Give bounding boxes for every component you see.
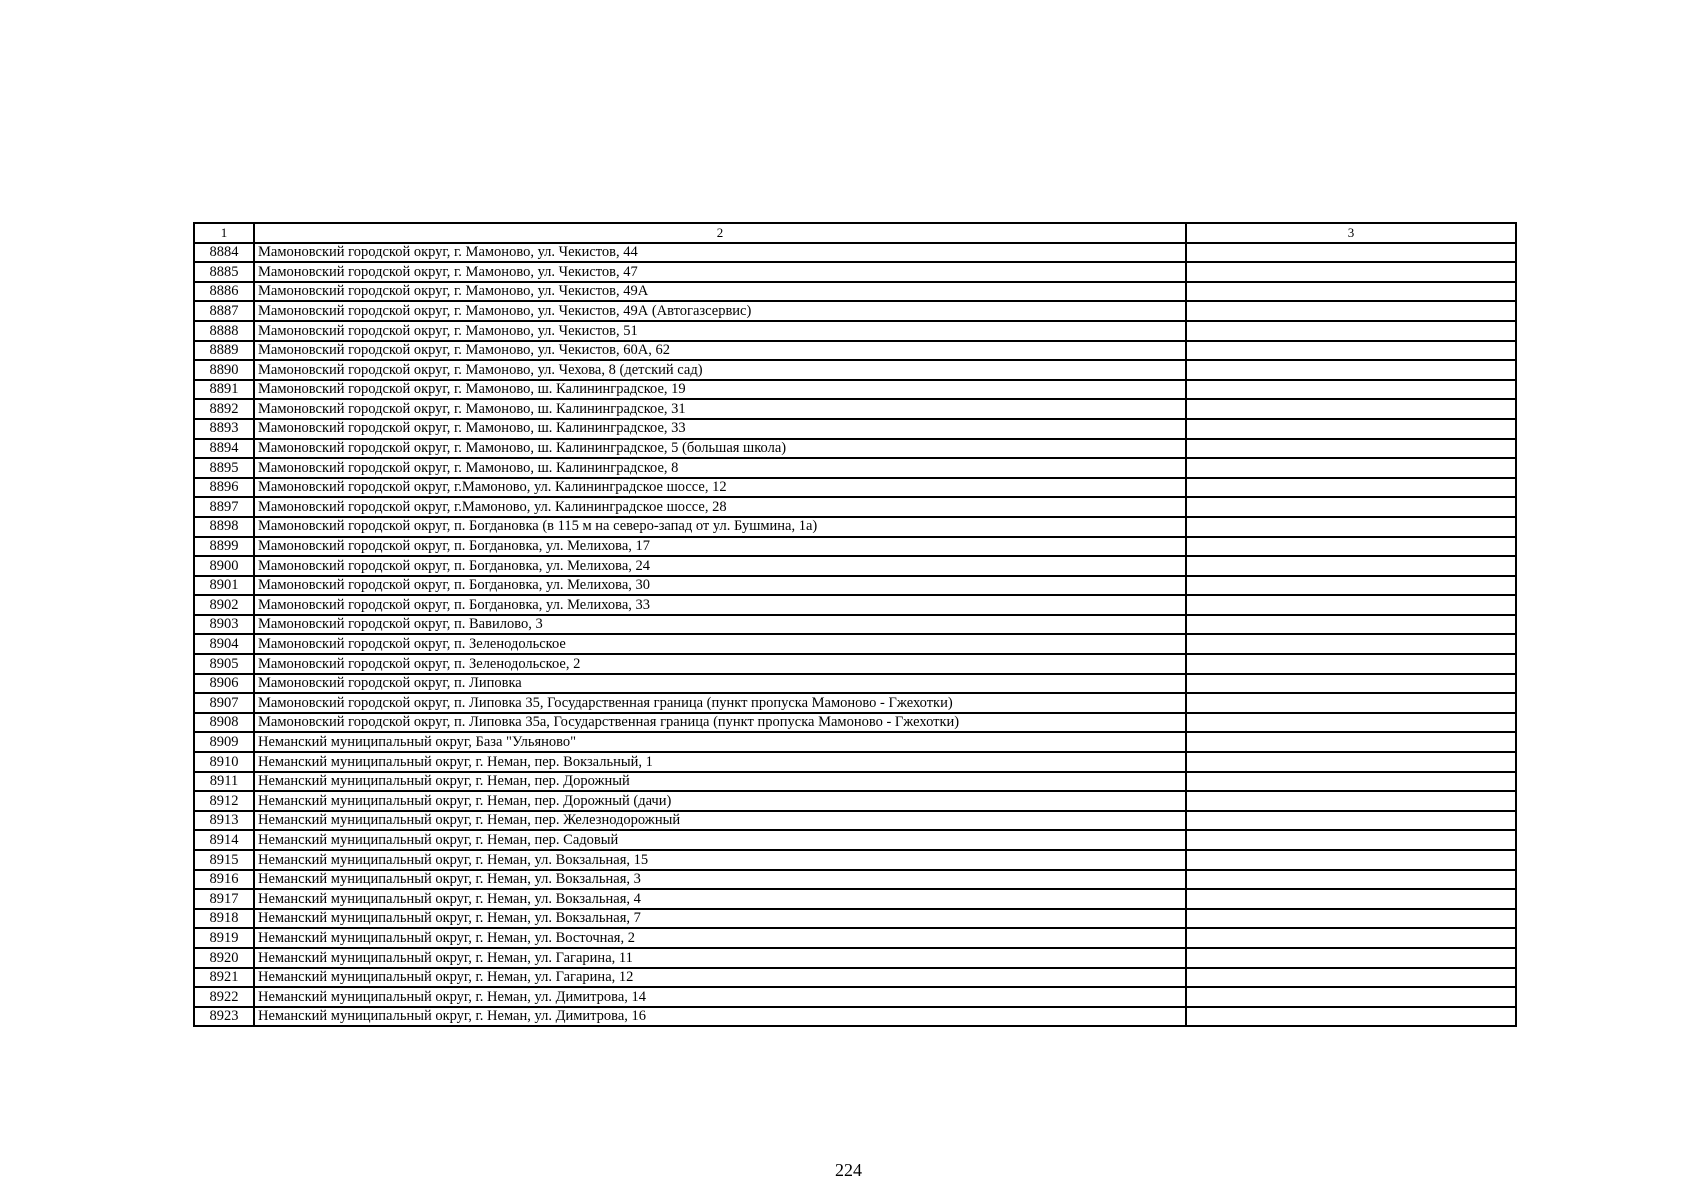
table-row: [194, 830, 1516, 850]
address-cell: Неманский муниципальный округ, г. Неман, ул. Гагарина, 11: [254, 948, 1186, 968]
table-row: [194, 811, 1516, 831]
table-row: [194, 262, 1516, 282]
column-3-cell: [1186, 850, 1516, 870]
row-number-cell: 8886: [194, 282, 254, 302]
table-row: [194, 595, 1516, 615]
column-3-cell: [1186, 517, 1516, 537]
column-3-cell: [1186, 870, 1516, 890]
column-3-cell: [1186, 360, 1516, 380]
column-3-cell: [1186, 419, 1516, 439]
address-cell: Неманский муниципальный округ, г. Неман, ул. Димитрова, 14: [254, 987, 1186, 1007]
row-number-cell: 8891: [194, 380, 254, 400]
row-number-cell: 8919: [194, 928, 254, 948]
address-cell: Мамоновский городской округ, г. Мамоново, ул. Чекистов, 49А: [254, 282, 1186, 302]
table-body: [194, 243, 1516, 1027]
column-3-cell: [1186, 674, 1516, 694]
address-table: [193, 222, 1517, 1027]
column-3-cell: [1186, 732, 1516, 752]
column-3-cell: [1186, 811, 1516, 831]
row-number-cell: 8901: [194, 576, 254, 596]
table-row: [194, 948, 1516, 968]
address-cell: Неманский муниципальный округ, г. Неман, ул. Вокзальная, 15: [254, 850, 1186, 870]
address-cell: Мамоновский городской округ, г. Мамоново, ш. Калининградское, 31: [254, 399, 1186, 419]
address-cell: Неманский муниципальный округ, База "Ульяново": [254, 732, 1186, 752]
address-cell: Мамоновский городской округ, п. Зеленодольское, 2: [254, 654, 1186, 674]
table-row: [194, 1007, 1516, 1027]
column-3-cell: [1186, 772, 1516, 792]
address-cell: Неманский муниципальный округ, г. Неман, пер. Дорожный: [254, 772, 1186, 792]
column-3-cell: [1186, 595, 1516, 615]
column-3-cell: [1186, 478, 1516, 498]
column-3-cell: [1186, 752, 1516, 772]
table-row: [194, 282, 1516, 302]
header-cell-1: 1: [194, 223, 254, 243]
address-cell: Мамоновский городской округ, п. Богдановка, ул. Мелихова, 17: [254, 537, 1186, 557]
address-cell: Неманский муниципальный округ, г. Неман, пер. Железнодорожный: [254, 811, 1186, 831]
table-row: [194, 380, 1516, 400]
table-row: [194, 889, 1516, 909]
table-row: [194, 399, 1516, 419]
address-cell: Мамоновский городской округ, п. Липовка: [254, 674, 1186, 694]
address-cell: Мамоновский городской округ, п. Богдановка, ул. Мелихова, 33: [254, 595, 1186, 615]
row-number-cell: 8915: [194, 850, 254, 870]
table-row: [194, 752, 1516, 772]
column-3-cell: [1186, 262, 1516, 282]
row-number-cell: 8903: [194, 615, 254, 635]
column-3-cell: [1186, 713, 1516, 733]
column-3-cell: [1186, 576, 1516, 596]
column-3-cell: [1186, 830, 1516, 850]
row-number-cell: 8913: [194, 811, 254, 831]
table-row: [194, 576, 1516, 596]
table-row: [194, 458, 1516, 478]
table-row: [194, 497, 1516, 517]
column-3-cell: [1186, 556, 1516, 576]
row-number-cell: 8921: [194, 968, 254, 988]
table-row: [194, 556, 1516, 576]
address-cell: Мамоновский городской округ, п. Богдановка (в 115 м на северо-запад от ул. Бушмина, 1а): [254, 517, 1186, 537]
table-row: [194, 654, 1516, 674]
address-cell: Мамоновский городской округ, г. Мамоново, ш. Калининградское, 8: [254, 458, 1186, 478]
address-cell: Мамоновский городской округ, г. Мамоново, ул. Чекистов, 47: [254, 262, 1186, 282]
address-cell: Мамоновский городской округ, г. Мамоново, ш. Калининградское, 19: [254, 380, 1186, 400]
table-row: [194, 987, 1516, 1007]
table-row: [194, 791, 1516, 811]
column-3-cell: [1186, 654, 1516, 674]
row-number-cell: 8922: [194, 987, 254, 1007]
column-3-cell: [1186, 321, 1516, 341]
row-number-cell: 8902: [194, 595, 254, 615]
row-number-cell: 8923: [194, 1007, 254, 1027]
table-row: [194, 419, 1516, 439]
table-row: [194, 321, 1516, 341]
row-number-cell: 8914: [194, 830, 254, 850]
row-number-cell: 8884: [194, 243, 254, 263]
address-cell: Мамоновский городской округ, п. Зеленодольское: [254, 634, 1186, 654]
header-cell-2: 2: [254, 223, 1186, 243]
row-number-cell: 8888: [194, 321, 254, 341]
table-row: [194, 693, 1516, 713]
table-row: [194, 850, 1516, 870]
header-row: [194, 223, 1516, 243]
address-cell: Мамоновский городской округ, п. Липовка 35а, Государственная граница (пункт пропуска Мамоново - Гжехотки): [254, 713, 1186, 733]
address-cell: Мамоновский городской округ, г. Мамоново, ул. Чехова, 8 (детский сад): [254, 360, 1186, 380]
table-row: [194, 909, 1516, 929]
row-number-cell: 8917: [194, 889, 254, 909]
row-number-cell: 8896: [194, 478, 254, 498]
column-3-cell: [1186, 987, 1516, 1007]
table-row: [194, 713, 1516, 733]
table-row: [194, 732, 1516, 752]
column-3-cell: [1186, 341, 1516, 361]
address-cell: Неманский муниципальный округ, г. Неман, пер. Садовый: [254, 830, 1186, 850]
column-3-cell: [1186, 458, 1516, 478]
column-3-cell: [1186, 791, 1516, 811]
row-number-cell: 8904: [194, 634, 254, 654]
address-cell: Мамоновский городской округ, п. Вавилово, 3: [254, 615, 1186, 635]
column-3-cell: [1186, 889, 1516, 909]
column-3-cell: [1186, 497, 1516, 517]
row-number-cell: 8887: [194, 301, 254, 321]
column-3-cell: [1186, 301, 1516, 321]
row-number-cell: 8911: [194, 772, 254, 792]
table-row: [194, 968, 1516, 988]
column-3-cell: [1186, 537, 1516, 557]
table-row: [194, 634, 1516, 654]
row-number-cell: 8890: [194, 360, 254, 380]
table-row: [194, 928, 1516, 948]
table-row: [194, 537, 1516, 557]
table-row: [194, 478, 1516, 498]
address-cell: Мамоновский городской округ, г.Мамоново, ул. Калининградское шоссе, 12: [254, 478, 1186, 498]
table-row: [194, 772, 1516, 792]
address-cell: Мамоновский городской округ, п. Богдановка, ул. Мелихова, 30: [254, 576, 1186, 596]
row-number-cell: 8897: [194, 497, 254, 517]
column-3-cell: [1186, 693, 1516, 713]
address-cell: Мамоновский городской округ, г. Мамоново, ул. Чекистов, 60А, 62: [254, 341, 1186, 361]
row-number-cell: 8910: [194, 752, 254, 772]
column-3-cell: [1186, 1007, 1516, 1027]
address-cell: Неманский муниципальный округ, г. Неман, пер. Дорожный (дачи): [254, 791, 1186, 811]
address-cell: Неманский муниципальный округ, г. Неман, ул. Вокзальная, 4: [254, 889, 1186, 909]
address-cell: Мамоновский городской округ, г. Мамоново, ул. Чекистов, 49А (Автогазсервис): [254, 301, 1186, 321]
address-cell: Мамоновский городской округ, г. Мамоново, ул. Чекистов, 51: [254, 321, 1186, 341]
row-number-cell: 8907: [194, 693, 254, 713]
row-number-cell: 8908: [194, 713, 254, 733]
column-3-cell: [1186, 634, 1516, 654]
row-number-cell: 8916: [194, 870, 254, 890]
table-row: [194, 360, 1516, 380]
row-number-cell: 8898: [194, 517, 254, 537]
row-number-cell: 8894: [194, 439, 254, 459]
column-3-cell: [1186, 968, 1516, 988]
column-3-cell: [1186, 909, 1516, 929]
row-number-cell: 8895: [194, 458, 254, 478]
table-row: [194, 870, 1516, 890]
row-number-cell: 8918: [194, 909, 254, 929]
table-row: [194, 674, 1516, 694]
column-3-cell: [1186, 243, 1516, 263]
address-cell: Мамоновский городской округ, г. Мамоново, ш. Калининградское, 5 (большая школа): [254, 439, 1186, 459]
row-number-cell: 8905: [194, 654, 254, 674]
address-cell: Неманский муниципальный округ, г. Неман, ул. Вокзальная, 7: [254, 909, 1186, 929]
address-cell: Неманский муниципальный округ, г. Неман, ул. Димитрова, 16: [254, 1007, 1186, 1027]
table-row: [194, 301, 1516, 321]
column-3-cell: [1186, 282, 1516, 302]
row-number-cell: 8892: [194, 399, 254, 419]
row-number-cell: 8909: [194, 732, 254, 752]
row-number-cell: 8900: [194, 556, 254, 576]
column-3-cell: [1186, 399, 1516, 419]
address-cell: Неманский муниципальный округ, г. Неман, ул. Восточная, 2: [254, 928, 1186, 948]
address-cell: Неманский муниципальный округ, г. Неман, ул. Вокзальная, 3: [254, 870, 1186, 890]
table-row: [194, 243, 1516, 263]
column-3-cell: [1186, 380, 1516, 400]
row-number-cell: 8920: [194, 948, 254, 968]
column-3-cell: [1186, 948, 1516, 968]
table-row: [194, 517, 1516, 537]
column-3-cell: [1186, 439, 1516, 459]
row-number-cell: 8893: [194, 419, 254, 439]
table-row: [194, 439, 1516, 459]
address-cell: Неманский муниципальный округ, г. Неман, ул. Гагарина, 12: [254, 968, 1186, 988]
address-cell: Мамоновский городской округ, п. Богдановка, ул. Мелихова, 24: [254, 556, 1186, 576]
row-number-cell: 8899: [194, 537, 254, 557]
address-cell: Мамоновский городской округ, г.Мамоново, ул. Калининградское шоссе, 28: [254, 497, 1186, 517]
row-number-cell: 8906: [194, 674, 254, 694]
address-cell: Неманский муниципальный округ, г. Неман, пер. Вокзальный, 1: [254, 752, 1186, 772]
address-cell: Мамоновский городской округ, п. Липовка 35, Государственная граница (пункт пропуска Мамоново - Гжехотки): [254, 693, 1186, 713]
address-cell: Мамоновский городской округ, г. Мамоново, ул. Чекистов, 44: [254, 243, 1186, 263]
header-cell-3: 3: [1186, 223, 1516, 243]
page-number: 224: [835, 1160, 862, 1180]
address-cell: Мамоновский городской округ, г. Мамоново, ш. Калининградское, 33: [254, 419, 1186, 439]
table-row: [194, 341, 1516, 361]
row-number-cell: 8912: [194, 791, 254, 811]
row-number-cell: 8889: [194, 341, 254, 361]
table-row: [194, 615, 1516, 635]
table-header: [194, 223, 1516, 243]
column-3-cell: [1186, 615, 1516, 635]
column-3-cell: [1186, 928, 1516, 948]
row-number-cell: 8885: [194, 262, 254, 282]
